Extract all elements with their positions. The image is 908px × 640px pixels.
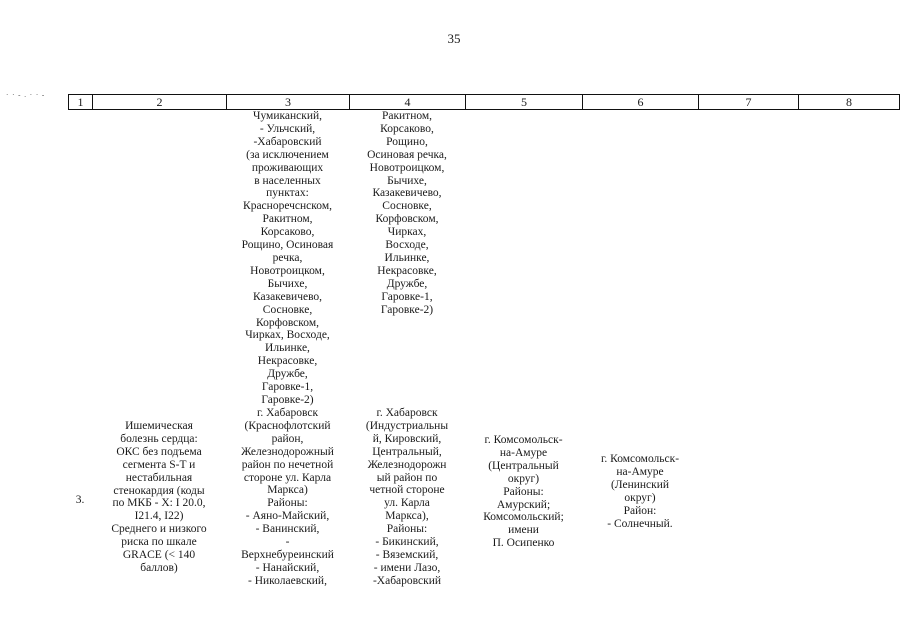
table-header-row — [68, 94, 900, 110]
row-col-3: г. Хабаровск (Краснофлотский район, Железнодорожный район по нечетной стороне ул. Карла Маркса) Районы: - Аяно-Майский, - Ванинский, - Верхнебуреинский - Нанайский, - Николаевский, — [241, 407, 334, 587]
page-number: 35 — [447, 31, 461, 46]
header-col-5: 5 — [465, 95, 582, 109]
header-col-1: 1 — [68, 95, 92, 109]
row-col-5: г. Комсомольск- на-Амуре (Центральный округ) Районы: Амурский; Комсомольский; имени П. Осипенко — [483, 434, 564, 550]
header-col-7: 7 — [698, 95, 798, 109]
header-col-3: 3 — [226, 95, 349, 109]
row-col-4: г. Хабаровск (Индустриальны й, Кировский, Центральный, Железнодорожн ый район по четной стороне ул. Карла Маркса), Районы: - Бикинский, - Вяземский, - имени Лазо, -Хабаровский — [365, 407, 449, 587]
continuation-col-4: Ракитном, Корсаково, Рощино, Осиновая речка, Новотроицком, Бычихе, Казакевичево, Сосновке, Корфовском, Чирках, Восходе, Ильинке, Некрасовке, Дружбе, Гаровке-1, Гаровке-2) — [367, 110, 447, 316]
header-col-2: 2 — [92, 95, 226, 109]
row-number: 3. — [75, 494, 85, 506]
row-diagnosis: Ишемическая болезнь сердца: ОКС без подъема сегмента S-T и нестабильная стенокардия (коды по МКБ - X: I 20.0, I21.4, I22) Среднего и низкого риска по шкале GRACE (< 140 баллов) — [111, 420, 207, 574]
continuation-col-3: Чумиканский, - Ульчский, -Хабаровский (за исключением проживающих в населенных пунктах: Красноречснском, Ракитном, Корсаково, Рощино, Осиновая речка, Новотроицком, Бычихе, Казакевичево, Сосновке, Корфовском, Чирках, Восходе, Ильинке, Некрасовке, Дружбе, Гаровке-1, Гаровке-2) — [241, 110, 334, 406]
header-col-6: 6 — [582, 95, 698, 109]
header-col-8: 8 — [798, 95, 900, 109]
scan-speck: · · - . · · - — [6, 91, 46, 99]
header-col-4: 4 — [349, 95, 465, 109]
row-col-6: г. Комсомольск- на-Амуре (Ленинский округ) Район: - Солнечный. — [600, 453, 680, 530]
